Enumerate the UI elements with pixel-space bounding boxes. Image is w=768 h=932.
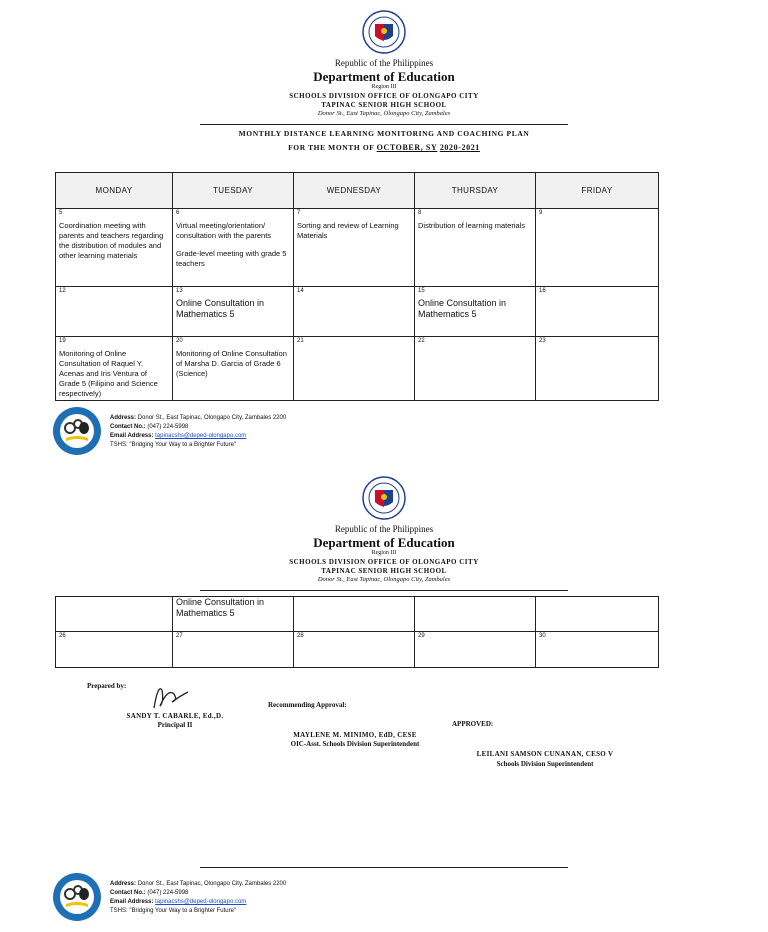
day-cell bbox=[56, 632, 173, 668]
footer-info bbox=[110, 880, 286, 916]
school-address: Donor St., East Tapinac, Olongapo City, Zambales bbox=[317, 110, 451, 117]
month-prefix: FOR THE MONTH OF bbox=[288, 143, 375, 152]
day-cell bbox=[536, 632, 659, 668]
calendar-week-row bbox=[56, 597, 659, 632]
day-number: 7 bbox=[297, 210, 301, 216]
day-cell bbox=[56, 337, 173, 401]
day-cell bbox=[415, 209, 536, 287]
day-cell bbox=[294, 337, 415, 401]
calendar-week-row bbox=[56, 632, 659, 668]
address-label: Address: bbox=[110, 881, 137, 887]
day-cell bbox=[294, 597, 415, 632]
approved-name: LEILANI SAMSON CUNANAN, CESO V bbox=[476, 750, 614, 758]
republic-text: Republic of the Philippines bbox=[334, 524, 434, 534]
month-value: OCTOBER, SY bbox=[376, 143, 438, 152]
day-cell bbox=[173, 632, 294, 668]
day-cell bbox=[173, 287, 294, 337]
deped-seal-icon bbox=[362, 10, 406, 54]
school-text: TAPINAC SENIOR HIGH SCHOOL bbox=[321, 567, 447, 575]
activity-text: Monitoring of Online Consultation of Raquel Y. Acenas and Iris Ventura of Grade 5 (Filipino and Science respectively) bbox=[59, 349, 158, 398]
approved-position: Schools Division Superintendent bbox=[496, 760, 594, 768]
activity-text: Distribution of learning materials bbox=[418, 221, 526, 230]
day-header: FRIDAY bbox=[536, 173, 659, 209]
day-number: 14 bbox=[297, 288, 304, 294]
day-number: 20 bbox=[176, 338, 183, 344]
approved-label: APPROVED: bbox=[452, 720, 494, 728]
day-cell bbox=[294, 209, 415, 287]
day-number: 27 bbox=[176, 633, 183, 639]
day-number: 23 bbox=[539, 338, 546, 344]
activity-text: Coordination meeting with parents and teachers regarding the distribution of modules and other learning materials bbox=[59, 221, 164, 260]
department-title: Department of Education bbox=[313, 535, 455, 550]
day-number: 15 bbox=[418, 288, 425, 294]
day-header: THURSDAY bbox=[415, 173, 536, 209]
header-divider bbox=[200, 124, 568, 125]
day-number: 6 bbox=[176, 210, 180, 216]
department-title: Department of Education bbox=[313, 69, 455, 84]
activity-text: Online Consultation in Mathematics 5 bbox=[176, 597, 265, 618]
region-text: Region III bbox=[371, 84, 397, 90]
address-value: Donor St., East Tapinac, Olongapo City, Zambales 2200 bbox=[137, 415, 287, 421]
signature-mark bbox=[148, 680, 190, 712]
recommending-position: OIC-Asst. Schools Division Superintendent bbox=[290, 740, 420, 748]
email-label: Email Address: bbox=[110, 433, 154, 439]
day-number: 5 bbox=[59, 210, 63, 216]
contact-label: Contact No.: bbox=[110, 424, 146, 430]
day-cell bbox=[173, 337, 294, 401]
school-logo-icon bbox=[52, 872, 102, 922]
division-text: SCHOOLS DIVISION OFFICE OF OLONGAPO CITY bbox=[289, 558, 479, 566]
activity-text: Virtual meeting/orientation/ consultation with the parents bbox=[176, 221, 272, 240]
school-text: TAPINAC SENIOR HIGH SCHOOL bbox=[321, 101, 447, 109]
division-text: SCHOOLS DIVISION OFFICE OF OLONGAPO CITY bbox=[289, 92, 479, 100]
day-number: 12 bbox=[59, 288, 66, 294]
day-number: 29 bbox=[418, 633, 425, 639]
day-number: 22 bbox=[418, 338, 425, 344]
calendar-week-row bbox=[56, 209, 659, 287]
day-cell bbox=[294, 632, 415, 668]
day-cell bbox=[173, 209, 294, 287]
day-cell bbox=[56, 287, 173, 337]
footer-info bbox=[110, 414, 286, 450]
prepared-position: Principal II bbox=[157, 721, 193, 729]
motto-value: "Bridging Your Way to a Brighter Future" bbox=[129, 908, 237, 914]
day-number: 16 bbox=[539, 288, 546, 294]
day-cell bbox=[415, 337, 536, 401]
day-cell bbox=[536, 287, 659, 337]
day-cell bbox=[294, 287, 415, 337]
day-cell bbox=[415, 632, 536, 668]
address-value: Donor St., East Tapinac, Olongapo City, Zambales 2200 bbox=[137, 881, 287, 887]
email-link[interactable]: tapinacshs@deped-olongapo.com bbox=[155, 433, 247, 439]
day-number: 26 bbox=[59, 633, 66, 639]
recommending-name: MAYLENE M. MINIMO, EdD, CESE bbox=[293, 731, 417, 739]
activity-text: Monitoring of Online Consultation of Marsha D. Garcia of Grade 6 (Science) bbox=[176, 349, 287, 378]
activity-text: Grade-level meeting with grade 5 teachers bbox=[176, 249, 287, 268]
prepared-name: SANDY T. CABARLE, Ed.,D. bbox=[126, 712, 224, 720]
day-cell bbox=[536, 209, 659, 287]
day-cell bbox=[415, 597, 536, 632]
day-cell bbox=[56, 597, 173, 632]
motto-label: TSHS: bbox=[110, 908, 128, 914]
email-link[interactable]: tapinacshs@deped-olongapo.com bbox=[155, 899, 247, 905]
day-number: 28 bbox=[297, 633, 304, 639]
day-header: WEDNESDAY bbox=[294, 173, 415, 209]
plan-title: MONTHLY DISTANCE LEARNING MONITORING AND COACHING PLAN bbox=[238, 129, 530, 138]
motto-label: TSHS: bbox=[110, 442, 128, 448]
day-cell bbox=[536, 337, 659, 401]
contact-value: (047) 224-5998 bbox=[147, 890, 189, 896]
header-divider bbox=[200, 590, 568, 591]
day-header: TUESDAY bbox=[173, 173, 294, 209]
calendar-header-row bbox=[56, 173, 659, 209]
deped-seal-icon bbox=[362, 476, 406, 520]
republic-text: Republic of the Philippines bbox=[334, 58, 434, 68]
calendar-table bbox=[55, 172, 659, 401]
prepared-by-label: Prepared by: bbox=[87, 682, 127, 690]
day-number: 9 bbox=[539, 210, 543, 216]
activity-text: Online Consultation in Mathematics 5 bbox=[176, 298, 265, 319]
calendar-table-continued bbox=[55, 596, 659, 668]
motto-value: "Bridging Your Way to a Brighter Future" bbox=[129, 442, 237, 448]
day-number: 19 bbox=[59, 338, 66, 344]
contact-label: Contact No.: bbox=[110, 890, 146, 896]
footer-divider bbox=[200, 867, 568, 868]
school-address: Donor St., East Tapinac, Olongapo City, Zambales bbox=[317, 576, 451, 583]
school-logo-icon bbox=[52, 406, 102, 456]
day-cell bbox=[56, 209, 173, 287]
day-number: 30 bbox=[539, 633, 546, 639]
email-label: Email Address: bbox=[110, 899, 154, 905]
year-value: 2020-2021 bbox=[439, 143, 480, 152]
day-header: MONDAY bbox=[56, 173, 173, 209]
contact-value: (047) 224-5998 bbox=[147, 424, 189, 430]
recommending-label: Recommending Approval: bbox=[268, 701, 347, 709]
day-cell bbox=[536, 597, 659, 632]
activity-text: Sorting and review of Learning Materials bbox=[297, 221, 399, 240]
activity-text: Online Consultation in Mathematics 5 bbox=[418, 298, 507, 319]
calendar-week-row bbox=[56, 337, 659, 401]
address-label: Address: bbox=[110, 415, 137, 421]
plan-month bbox=[184, 143, 584, 152]
day-number: 8 bbox=[418, 210, 422, 216]
day-number: 13 bbox=[176, 288, 183, 294]
day-cell bbox=[415, 287, 536, 337]
day-number: 21 bbox=[297, 338, 304, 344]
calendar-week-row bbox=[56, 287, 659, 337]
region-text: Region III bbox=[371, 550, 397, 556]
day-cell bbox=[173, 597, 294, 632]
